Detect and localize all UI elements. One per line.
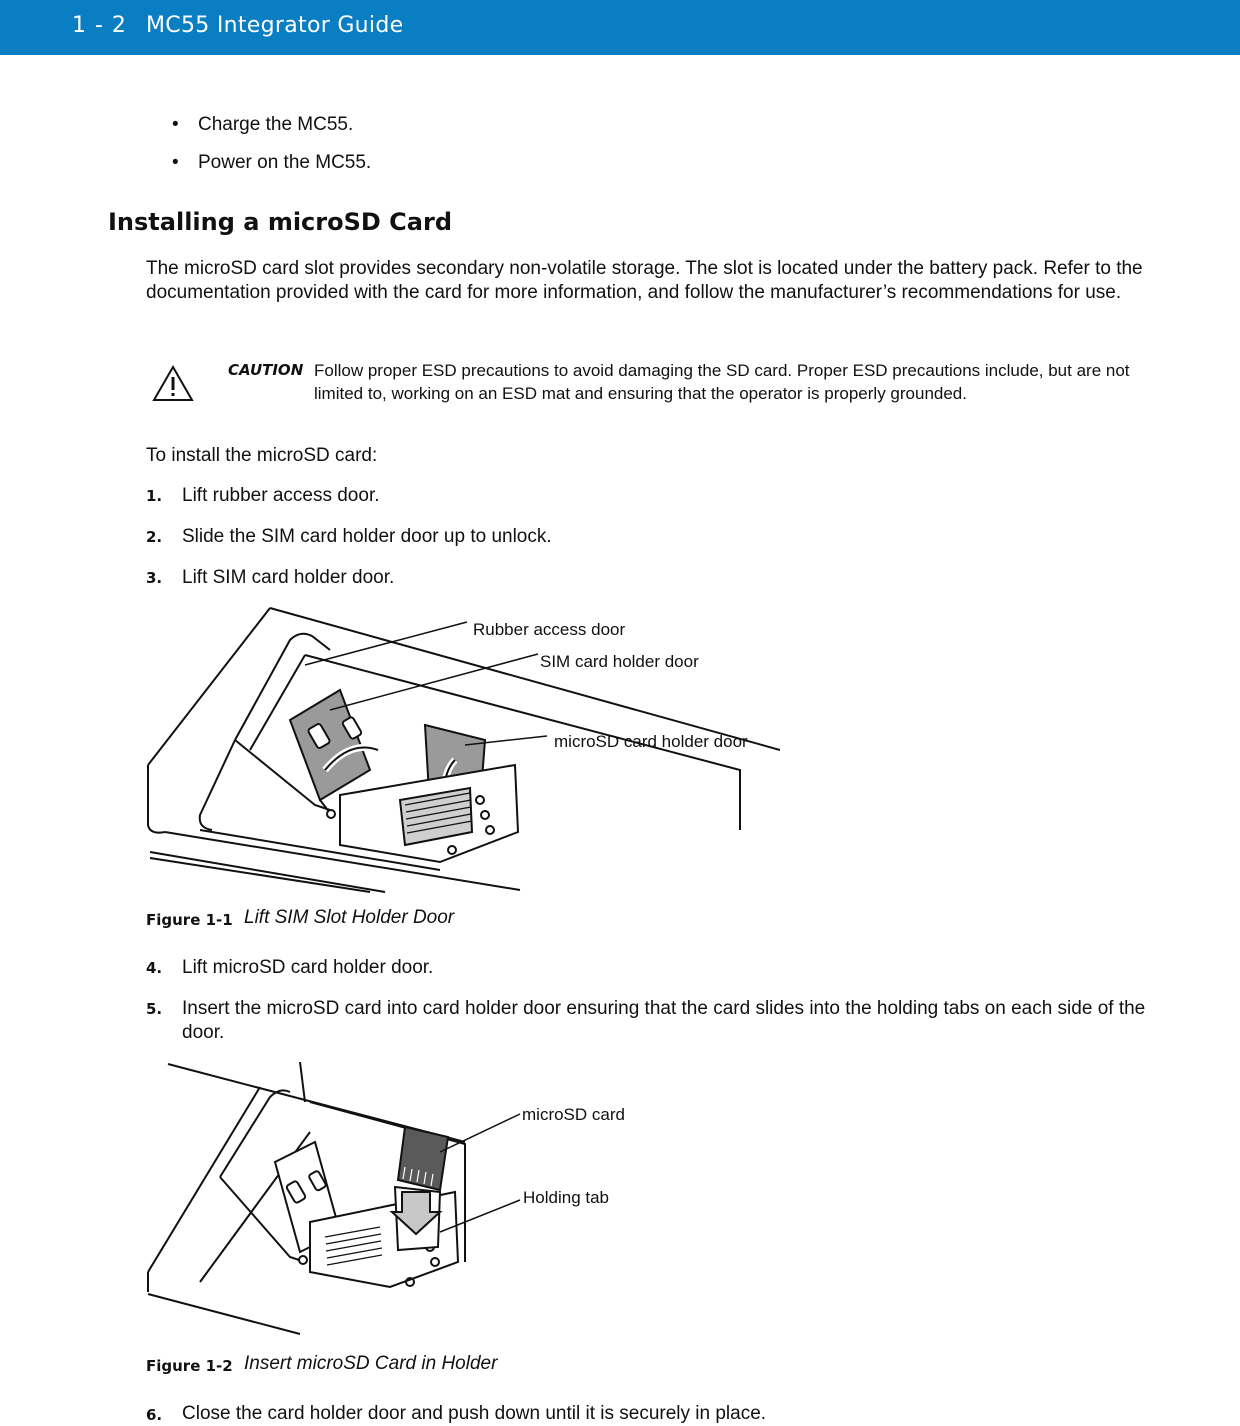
intro-paragraph: The microSD card slot provides secondary non-volatile storage. The slot is located under the battery pack. Refer to the documentation provided with the card for more information, and follow the manufacturer’s recommendations for use.	[146, 258, 1143, 303]
figure-label: Figure 1-1	[146, 911, 233, 929]
figure-caption: Insert microSD Card in Holder	[244, 1353, 498, 1374]
page-number: 1 - 2	[72, 13, 127, 38]
step-number: 3.	[146, 569, 163, 587]
step-number: 6.	[146, 1406, 163, 1424]
step-number: 5.	[146, 1000, 163, 1018]
step-number: 4.	[146, 959, 163, 977]
caution-text: Follow proper ESD precautions to avoid damaging the SD card. Proper ESD precautions include, but are not limited to, working on an ESD mat and ensuring that the operator is properly grounded.	[314, 361, 1130, 403]
step-text: Lift rubber access door.	[182, 485, 380, 506]
bullet-item: Charge the MC55.	[198, 114, 354, 135]
warning-triangle-icon	[152, 365, 194, 402]
step-text: Close the card holder door and push down until it is securely in place.	[182, 1403, 767, 1424]
bullet-item: Power on the MC55.	[198, 152, 372, 173]
section-heading: Installing a microSD Card	[108, 208, 452, 236]
figure-label: Figure 1-2	[146, 1357, 233, 1375]
step-text: Slide the SIM card holder door up to unlock.	[182, 526, 552, 547]
callout-holding-tab: Holding tab	[523, 1188, 610, 1207]
callout-sim-card-holder-door: SIM card holder door	[540, 652, 699, 671]
step-number: 1.	[146, 487, 163, 505]
bullet-dot: •	[172, 114, 179, 135]
step-text: Lift microSD card holder door.	[182, 957, 434, 978]
callout-microsd-card-holder-door: microSD card holder door	[554, 732, 748, 751]
callout-rubber-access-door: Rubber access door	[473, 620, 626, 639]
guide-title: MC55 Integrator Guide	[146, 13, 404, 38]
caution-label: CAUTION	[228, 361, 304, 379]
callout-microsd-card: microSD card	[522, 1105, 625, 1124]
page-header	[0, 0, 1240, 55]
bullet-dot: •	[172, 152, 179, 173]
step-number: 2.	[146, 528, 163, 546]
procedure-intro: To install the microSD card:	[146, 445, 378, 466]
step-text: Lift SIM card holder door.	[182, 567, 395, 588]
figure-caption: Lift SIM Slot Holder Door	[244, 907, 455, 928]
step-text: Insert the microSD card into card holder door ensuring that the card slides into the holding tabs on each side of the door.	[182, 998, 1146, 1043]
